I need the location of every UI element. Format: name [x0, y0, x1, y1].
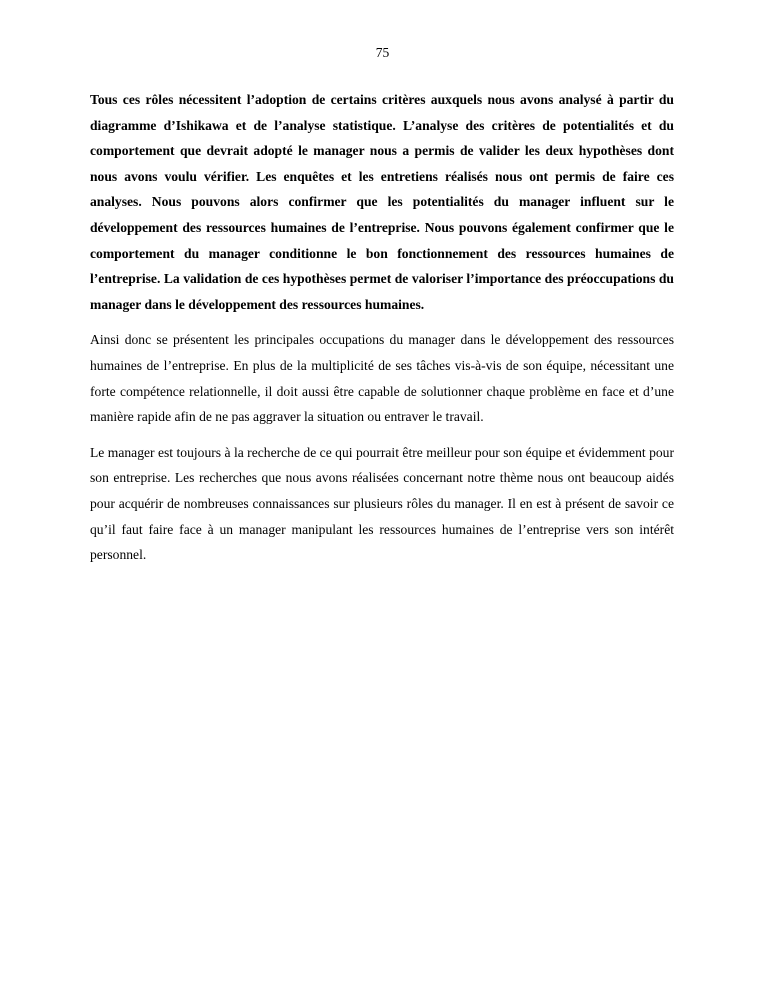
- paragraph-manager-research: Le manager est toujours à la recherche de ce qui pourrait être meilleur pour son équipe et évidemment pour son entreprise. Les recherches que nous avons réalisées concernant notre thème nous ont beaucoup aidés pour acquérir de nombreuses connaissances sur plusieurs rôles du manager. Il en est à présent de savoir ce qu’il faut faire face à un manager manipulant les ressources humaines de l’entreprise vers son intérêt personnel.: [90, 444, 674, 563]
- paragraph-conclusion-hypotheses: Tous ces rôles nécessitent l’adoption de certains critères auxquels nous avons analysé à partir du diagramme d’Ishikawa et de l’analyse statistique. L’analyse des critères de potentialités et du comportement que devrait adopté le manager nous a permis de valider les deux hypothèses dont nous avons voulu vérifier. Les enquêtes et les entretiens réalisés nous ont permis de faire ces analyses. Nous pouvons alors confirmer que les potentialités du manager influent sur le développement des ressources humaines de l’entreprise. Nous pouvons également confirmer que le comportement du manager conditionne le bon fonctionnement des ressources humaines de l’entreprise. La validation de ces hypothèses permet de valoriser l’importance des préoccupations du manager dans le développement des ressources humaines.: [90, 92, 674, 312]
- paragraph-manager-occupations: Ainsi donc se présentent les principales occupations du manager dans le développement des ressources humaines de l’entreprise. En plus de la multiplicité de ses tâches vis-à-vis de son équipe, nécessitant une forte compétence relationnelle, il doit aussi être capable de solutionner chaque problème en face et d’une manière rapide afin de ne pas aggraver la situation ou entraver le travail.: [90, 332, 674, 425]
- page-number: 75: [375, 45, 390, 60]
- body-text: [90, 87, 674, 568]
